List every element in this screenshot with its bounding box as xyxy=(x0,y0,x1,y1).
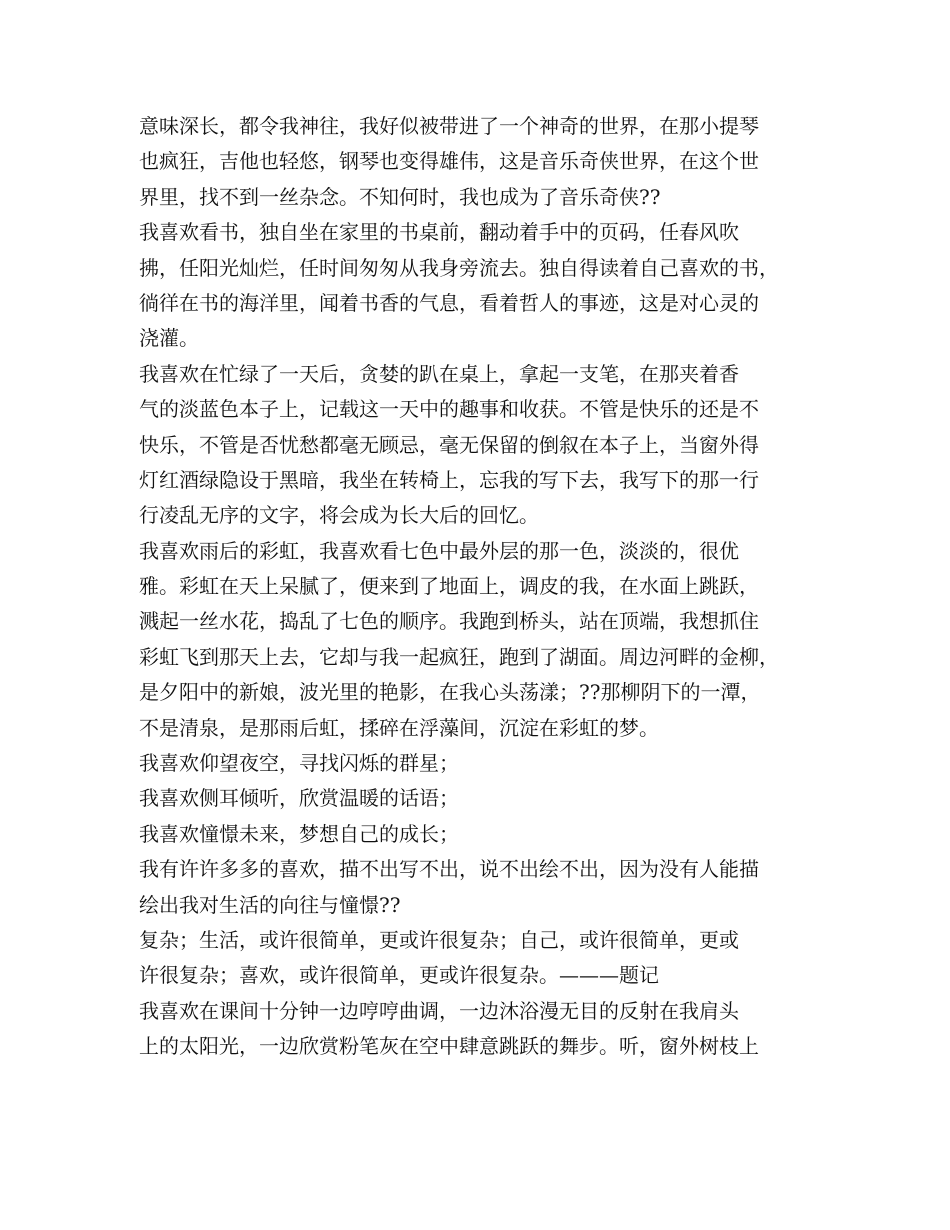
text-line: 复杂；生活，或许很简单，更或许很复杂；自己，或许很简单，更或 xyxy=(139,927,739,952)
text-line: 我喜欢侧耳倾听，欣赏温暖的话语； xyxy=(139,786,459,811)
text-line: 拂，任阳光灿烂，任时间匆匆从我身旁流去。独自得读着自己喜欢的书， xyxy=(139,255,779,280)
body-text xyxy=(139,109,829,1065)
text-line: 界里，找不到一丝杂念。不知何时，我也成为了音乐奇侠?? xyxy=(139,184,661,209)
text-line: 浇灌。 xyxy=(139,326,199,351)
text-line: 绘出我对生活的向往与憧憬?? xyxy=(139,892,401,917)
text-line: 行凌乱无序的文字，将会成为长大后的回忆。 xyxy=(139,503,539,528)
text-line: 意味深长，都令我神往，我好似被带进了一个神奇的世界，在那小提琴 xyxy=(139,114,759,138)
text-line: 也疯狂，吉他也轻悠，钢琴也变得雄伟，这是音乐奇侠世界，在这个世 xyxy=(139,149,759,174)
text-line: 灯红酒绿隐设于黑暗，我坐在转椅上，忘我的写下去，我写下的那一行 xyxy=(139,467,759,492)
text-line: 我喜欢在课间十分钟一边哼哼曲调，一边沐浴漫无目的反射在我肩头 xyxy=(139,998,739,1023)
text-line: 溅起一丝水花，捣乱了七色的顺序。我跑到桥头，站在顶端，我想抓住 xyxy=(139,609,759,634)
text-line: 不是清泉，是那雨后虹，揉碎在浮藻间，沉淀在彩虹的梦。 xyxy=(139,715,659,740)
text-line: 气的淡蓝色本子上，记载这一天中的趣事和收获。不管是快乐的还是不 xyxy=(139,397,759,422)
text-line: 我有许许多多的喜欢，描不出写不出，说不出绘不出，因为没有人能描 xyxy=(139,857,759,882)
text-line: 快乐，不管是否忧愁都毫无顾忌，毫无保留的倒叙在本子上，当窗外得 xyxy=(139,432,759,457)
text-line: 上的太阳光，一边欣赏粉笔灰在空中肆意跳跃的舞步。听，窗外树枝上 xyxy=(139,1034,759,1059)
text-line: 彩虹飞到那天上去，它却与我一起疯狂，跑到了湖面。周边河畔的金柳， xyxy=(139,644,779,669)
text-line: 雅。彩虹在天上呆腻了，便来到了地面上，调皮的我，在水面上跳跃， xyxy=(139,574,759,599)
text-line: 我喜欢在忙绿了一天后，贪婪的趴在桌上，拿起一支笔，在那夹着香 xyxy=(139,361,739,386)
text-line: 我喜欢看书，独自坐在家里的书桌前，翻动着手中的页码，任春风吹 xyxy=(139,220,739,245)
text-line: 我喜欢雨后的彩虹，我喜欢看七色中最外层的那一色，淡淡的，很优 xyxy=(139,538,739,563)
text-line: 是夕阳中的新娘，波光里的艳影，在我心头荡漾；??那柳阴下的一潭， xyxy=(139,680,761,705)
text-line: 徜徉在书的海洋里，闻着书香的气息，看着哲人的事迹，这是对心灵的 xyxy=(139,290,759,315)
text-line: 许很复杂；喜欢，或许很简单，更或许很复杂。———题记 xyxy=(139,963,659,988)
text-line: 我喜欢仰望夜空，寻找闪烁的群星； xyxy=(139,751,459,776)
text-line: 我喜欢憧憬未来，梦想自己的成长； xyxy=(139,821,459,846)
